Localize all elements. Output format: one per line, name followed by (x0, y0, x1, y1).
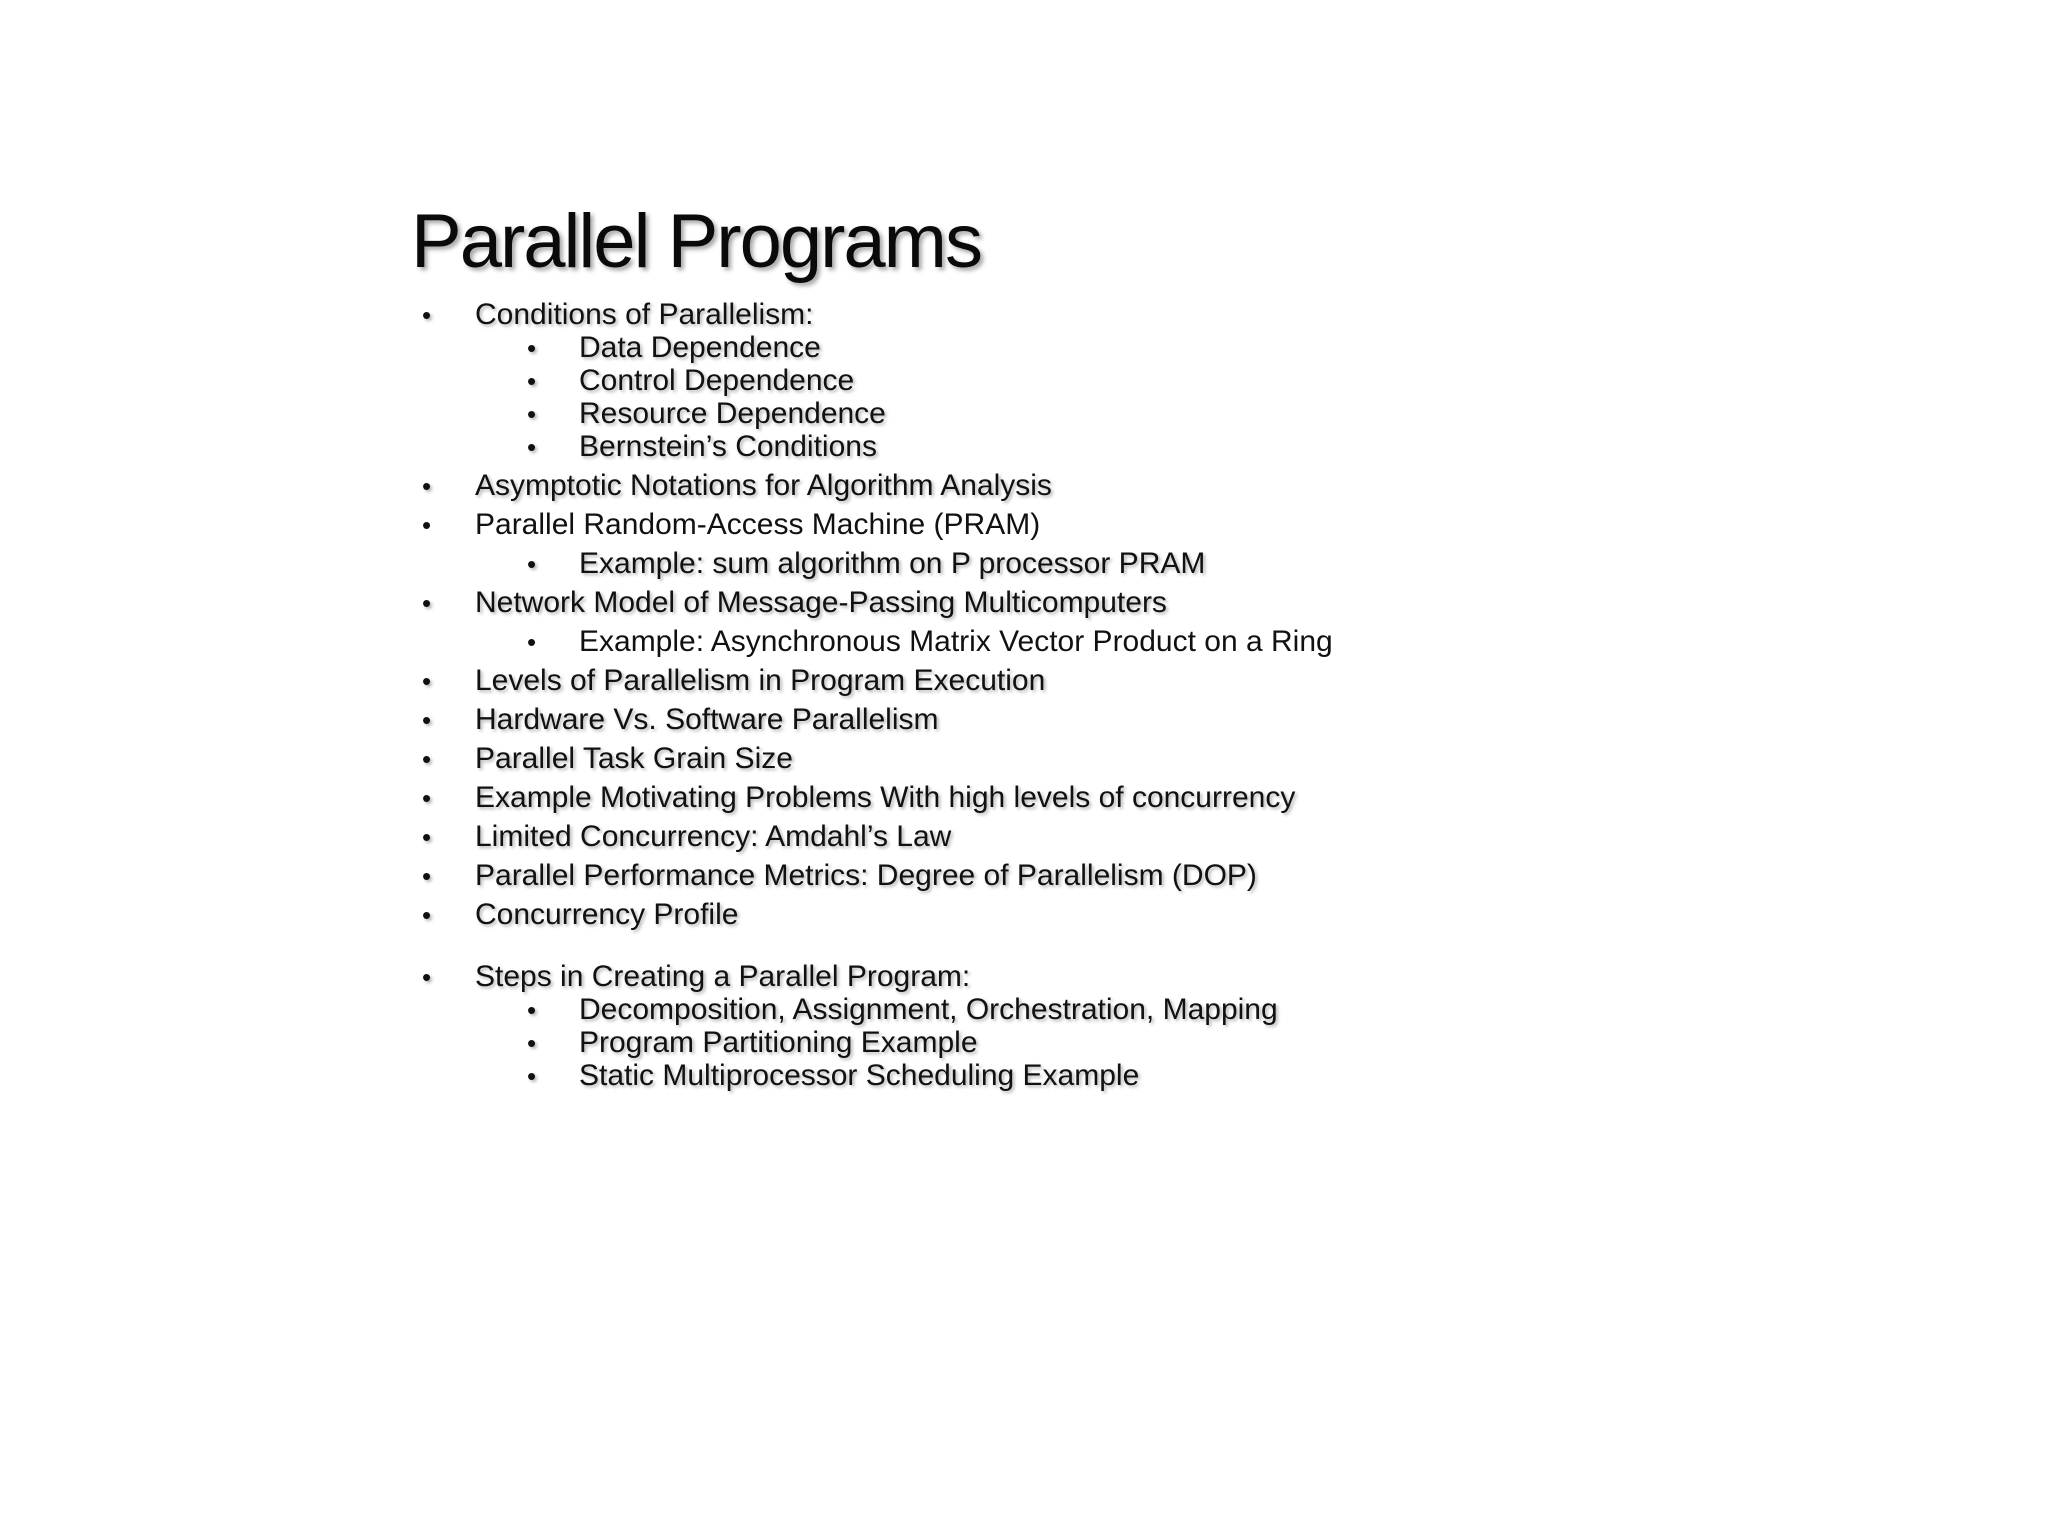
list-item (422, 664, 1046, 698)
list-item (422, 298, 814, 332)
list-item-text: Parallel Performance Metrics: Degree of Parallelism (DOP) (475, 859, 1257, 892)
bullet-icon: • (422, 744, 432, 774)
list-item-text: Data Dependence (579, 331, 821, 364)
sub-list-item (527, 397, 886, 431)
bullet-icon: • (422, 510, 432, 540)
list-item-text: Asymptotic Notations for Algorithm Analysis (475, 469, 1052, 502)
list-item (422, 469, 1052, 503)
list-item-text: Program Partitioning Example (579, 1026, 978, 1059)
list-item (422, 508, 1041, 542)
list-item (422, 820, 952, 854)
sub-list-item (527, 625, 1333, 659)
bullet-icon: • (422, 900, 432, 930)
list-item-text: Parallel Random-Access Machine (PRAM) (475, 508, 1041, 541)
slide-title: Parallel Programs (411, 199, 981, 284)
bullet-icon: • (422, 300, 432, 330)
sub-list-item (527, 1026, 978, 1060)
list-item-text: Static Multiprocessor Scheduling Example (579, 1059, 1140, 1092)
bullet-icon: • (527, 399, 537, 429)
bullet-icon: • (527, 549, 537, 579)
list-item (422, 781, 1296, 815)
list-item (422, 960, 971, 994)
list-item-text: Parallel Task Grain Size (475, 742, 793, 775)
list-item-text: Bernstein’s Conditions (579, 430, 877, 463)
list-item (422, 859, 1257, 893)
bullet-icon: • (527, 333, 537, 363)
list-item-text: Steps in Creating a Parallel Program: (475, 960, 971, 993)
bullet-icon: • (422, 666, 432, 696)
list-item-text: Conditions of Parallelism: (475, 298, 814, 331)
list-item-text: Limited Concurrency: Amdahl’s Law (475, 820, 952, 853)
sub-list-item (527, 1059, 1140, 1093)
list-item (422, 742, 793, 776)
sub-list-item (527, 547, 1206, 581)
sub-list-item (527, 993, 1278, 1027)
bullet-icon: • (527, 995, 537, 1025)
list-item-text: Hardware Vs. Software Parallelism (475, 703, 939, 736)
sub-list-item (527, 331, 821, 365)
sub-list-item (527, 364, 855, 398)
list-item-text: Control Dependence (579, 364, 855, 397)
list-item-text: Concurrency Profile (475, 898, 739, 931)
bullet-icon: • (422, 822, 432, 852)
bullet-icon: • (422, 783, 432, 813)
bullet-icon: • (422, 471, 432, 501)
bullet-icon: • (527, 1028, 537, 1058)
bullet-icon: • (422, 962, 432, 992)
bullet-icon: • (422, 588, 432, 618)
bullet-icon: • (527, 1061, 537, 1091)
list-item-text: Example Motivating Problems With high levels of concurrency (475, 781, 1296, 814)
bullet-icon: • (527, 366, 537, 396)
bullet-icon: • (422, 861, 432, 891)
list-item (422, 586, 1167, 620)
bullet-icon: • (527, 432, 537, 462)
list-item (422, 703, 939, 737)
bullet-icon: • (422, 705, 432, 735)
list-item-text: Example: sum algorithm on P processor PRAM (579, 547, 1206, 580)
bullet-icon: • (527, 627, 537, 657)
list-item-text: Network Model of Message-Passing Multicomputers (475, 586, 1167, 619)
sub-list-item (527, 430, 877, 464)
list-item-text: Levels of Parallelism in Program Execution (475, 664, 1046, 697)
list-item-text: Example: Asynchronous Matrix Vector Product on a Ring (579, 625, 1333, 658)
list-item (422, 898, 739, 932)
list-item-text: Decomposition, Assignment, Orchestration, Mapping (579, 993, 1278, 1026)
list-item-text: Resource Dependence (579, 397, 886, 430)
